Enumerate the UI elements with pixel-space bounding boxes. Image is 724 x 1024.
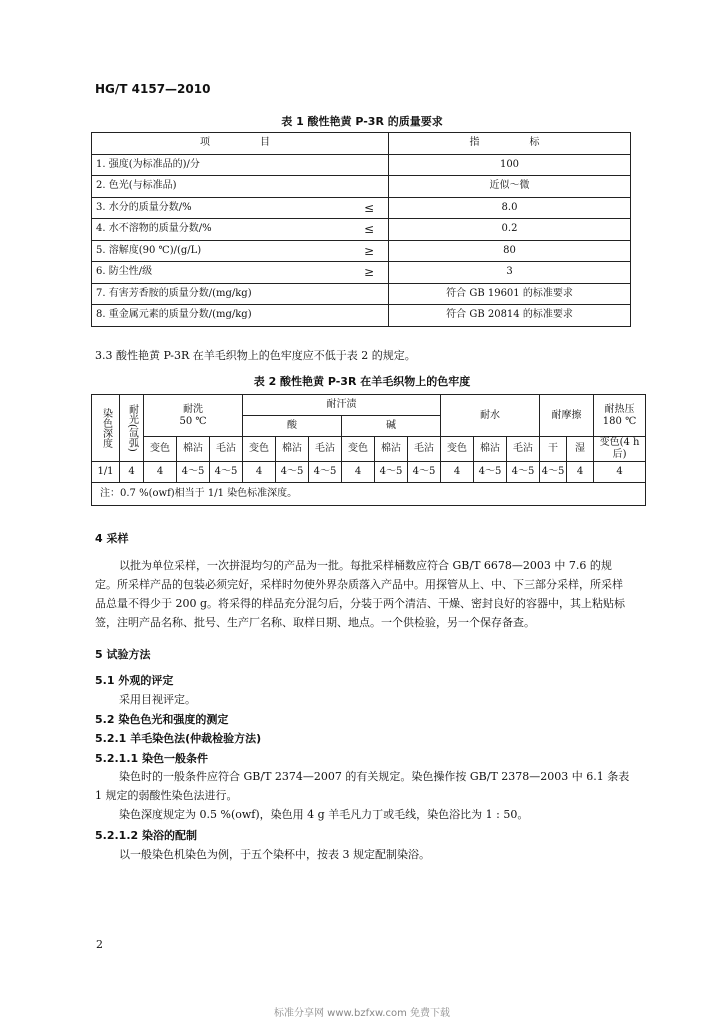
section-4-title: 4 采样 <box>95 532 129 545</box>
table2-h-depth <box>92 395 120 462</box>
table2-sub: 毛沾 <box>507 437 540 462</box>
table2-cell: 4 <box>342 462 375 483</box>
table2-cell: 4～5 <box>375 462 408 483</box>
section-5-1-body: 采用目视评定。 <box>119 693 196 706</box>
table2-cell: 4～5 <box>474 462 507 483</box>
table1-symbol <box>350 305 389 327</box>
table2-cell: 4 <box>567 462 594 483</box>
table1-col-item: 项 目 <box>92 133 389 155</box>
section-5-2-1-1-body-1: 染色时的一般条件应符合 GB/T 2374—2007 的有关规定。染色操作按 GB/T 2378—2003 中 6.1 条表 1 规定的弱酸性染色法进行。 <box>95 770 630 802</box>
table1-item: 4. 水不溶物的质量分数/% <box>92 219 351 241</box>
table1-symbol <box>350 154 389 176</box>
table2-sub: 毛沾 <box>408 437 441 462</box>
table1-col-value: 指 标 <box>389 133 631 155</box>
section-4-body: 以批为单位采样，一次拼混均匀的产品为一批。每批采样桶数应符合 GB/T 6678—2003 中 7.6 的规定。所采样产品的包装必须完好，采样时勿使外界杂质落入产品中。用探管从上、中、下三部分采样，所采样品总量不得少于 200 g。将采得的样品充分混匀后，分装于两个清洁、干燥、密封良好的容器中，其上粘贴标签，注明产品名称、批号、生产厂名称、取样日期、地点。一个供检验，另一个保存备查。 <box>95 559 626 629</box>
table2-cell: 4～5 <box>408 462 441 483</box>
table-row <box>92 262 631 284</box>
table2-sub: 棉沾 <box>276 437 309 462</box>
table2-cell: 4 <box>144 462 177 483</box>
table2-sub: 变色(4 h后) <box>594 437 646 462</box>
section-5-2-1-title: 5.2.1 羊毛染色法(仲裁检验方法) <box>95 732 262 745</box>
clause-3-3: 3.3 酸性艳黄 P-3R 在羊毛织物上的色牢度应不低于表 2 的规定。 <box>95 349 416 362</box>
footer-watermark: 标准分享网 www.bzfxw.com 免费下载 <box>274 1008 450 1019</box>
table-row <box>92 219 631 241</box>
table1-item: 2. 色光(与标准品) <box>92 176 351 198</box>
section-5-2-1-2-body: 以一般染色机染色为例，于五个染杯中，按表 3 规定配制染浴。 <box>119 848 430 861</box>
table1-value: 3 <box>389 262 631 284</box>
table2-sub: 变色 <box>441 437 474 462</box>
table1-caption: 表 1 酸性艳黄 P-3R 的质量要求 <box>281 115 443 128</box>
table-row <box>92 305 631 327</box>
section-5-2-1-1-body-2: 染色深度规定为 0.5 %(owf)，染色用 4 g 羊毛凡力丁或毛线，染色浴比为 1 : 50。 <box>119 808 529 821</box>
table2-h-light-text: 耐光(氙弧) <box>126 404 138 452</box>
table1-item: 3. 水分的质量分数/% <box>92 197 351 219</box>
document-header: HG/T 4157—2010 <box>95 82 211 96</box>
table1-item: 6. 防尘性/级 <box>92 262 351 284</box>
table2-sub: 变色 <box>144 437 177 462</box>
table-row <box>92 462 646 483</box>
table2-header-row-1 <box>92 395 646 416</box>
table1-item: 1. 强度(为标准品的)/分 <box>92 154 351 176</box>
table2-cell: 4 <box>120 462 144 483</box>
table1-symbol <box>350 283 389 305</box>
table2-cell: 4 <box>243 462 276 483</box>
table2-note-row <box>92 483 646 506</box>
table2-cell: 4～5 <box>276 462 309 483</box>
table-row <box>92 283 631 305</box>
table-row <box>92 154 631 176</box>
table2-h-acid: 酸 <box>243 416 342 437</box>
table2-h-depth-text: 染色深度 <box>100 408 112 448</box>
table2-h-sweat: 耐汗渍 <box>243 395 441 416</box>
table1-symbol: ≥ <box>350 262 389 284</box>
table-row <box>92 176 631 198</box>
table2-h-alkali: 碱 <box>342 416 441 437</box>
table1-value: 80 <box>389 240 631 262</box>
table2-cell: 4～5 <box>177 462 210 483</box>
table2-h-heat <box>594 395 646 437</box>
table2-h-wash-temp: 50 ℃ <box>179 415 207 427</box>
table2-h-heat-text: 耐热压 <box>604 403 635 415</box>
table2-h-heat-temp: 180 ℃ <box>602 415 637 427</box>
section-5-2-1-2-title: 5.2.1.2 染浴的配制 <box>95 829 197 842</box>
table2-sub: 棉沾 <box>474 437 507 462</box>
table2-sub: 干 <box>540 437 567 462</box>
table1-value: 100 <box>389 154 631 176</box>
table-row <box>92 197 631 219</box>
table1 <box>91 132 631 327</box>
table2-h-wash <box>144 395 243 437</box>
table2-sub: 棉沾 <box>177 437 210 462</box>
table1-value: 符合 GB 20814 的标准要求 <box>389 305 631 327</box>
table2-sub: 湿 <box>567 437 594 462</box>
table2-cell: 4～5 <box>507 462 540 483</box>
table2-sub: 棉沾 <box>375 437 408 462</box>
table2-h-light <box>120 395 144 462</box>
table1-item: 5. 溶解度(90 ℃)/(g/L) <box>92 240 351 262</box>
table1-value: 近似～微 <box>389 176 631 198</box>
table2-cell: 4～5 <box>309 462 342 483</box>
table2-note: 注：0.7 %(owf)相当于 1/1 染色标准深度。 <box>92 483 646 506</box>
table2-cell: 4 <box>441 462 474 483</box>
table2-sub: 毛沾 <box>210 437 243 462</box>
table2-cell: 4～5 <box>210 462 243 483</box>
table2-h-water: 耐水 <box>441 395 540 437</box>
table2-cell: 4 <box>594 462 646 483</box>
table1-item: 7. 有害芳香胺的质量分数/(mg/kg) <box>92 283 351 305</box>
table1-value: 8.0 <box>389 197 631 219</box>
page-number: 2 <box>96 938 103 951</box>
table2-sub: 变色 <box>342 437 375 462</box>
table2-h-rub: 耐摩擦 <box>540 395 594 437</box>
table1-header-row <box>92 133 631 155</box>
table2-sub: 毛沾 <box>309 437 342 462</box>
section-5-title: 5 试验方法 <box>95 648 151 661</box>
table2 <box>91 394 646 506</box>
table2-cell: 4～5 <box>540 462 567 483</box>
table1-item: 8. 重金属元素的质量分数/(mg/kg) <box>92 305 351 327</box>
table1-symbol: ≤ <box>350 219 389 241</box>
table2-header-row-3 <box>92 437 646 462</box>
table-row <box>92 240 631 262</box>
table1-value: 符合 GB 19601 的标准要求 <box>389 283 631 305</box>
section-5-1-title: 5.1 外观的评定 <box>95 674 174 687</box>
table1-value: 0.2 <box>389 219 631 241</box>
section-5-2-title: 5.2 染色色光和强度的测定 <box>95 713 229 726</box>
table1-symbol: ≥ <box>350 240 389 262</box>
table1-symbol: ≤ <box>350 197 389 219</box>
table2-h-wash-text: 耐洗 <box>183 403 203 415</box>
table2-caption: 表 2 酸性艳黄 P-3R 在羊毛织物上的色牢度 <box>253 375 471 388</box>
section-5-2-1-1-title: 5.2.1.1 染色一般条件 <box>95 752 208 765</box>
table2-cell: 1/1 <box>92 462 120 483</box>
table1-symbol <box>350 176 389 198</box>
table2-sub: 变色 <box>243 437 276 462</box>
